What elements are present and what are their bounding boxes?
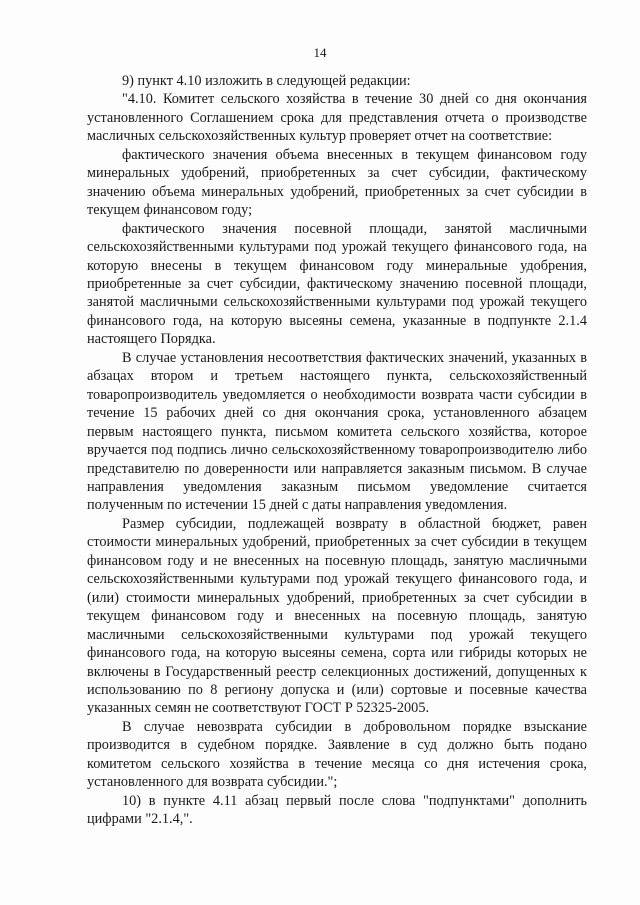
paragraph-refund-amount: Размер субсидии, подлежащей возврату в областной бюджет, равен стоимости минеральных удобрений, приобретенных за счет субсидии в текущем финансовом году и не внесенных на посевную площадь, занятую масличными сельскохозяйственными культурами под урожай текущего финансового года, и (или) стоимости минеральных удобрений, приобретенных за счет субсидии в текущем финансовом году и внесенных на посевную площадь, занятую масличными сельскохозяйственными культурами под урожай текущего финансового года, на которую высеяны семена, сорта или гибриды которых не включены в Государственный реестр селекционных достижений, допущенных к использованию по 8 региону допуска и (или) сортовые и посевные качества указанных семян не соответствуют ГОСТ Р 52325-2005. — [87, 515, 587, 717]
paragraph-item-9-heading: 9) пункт 4.10 изложить в следующей редакции: — [122, 73, 411, 89]
paragraph-court-recovery: В случае невозврата субсидии в добровольном порядке взыскание производится в судебном порядке. Заявление в суд должно быть подано комитетом сельского хозяйства в течение месяца со дня истечения срока, установленного для возврата субсидии."; — [87, 718, 587, 791]
paragraph-item-10: 10) в пункте 4.11 абзац первый после слова "подпунктами" дополнить цифрами "2.1.4,". — [87, 792, 587, 828]
page-number: 14 — [313, 45, 327, 60]
paragraph-fertilizer-volume: фактического значения объема внесенных в текущем финансовом году минеральных удобрений, приобретенных за счет субсидии, фактическому значению объема минеральных удобрений, приобретенных за счет субсидии в текущем финансовом году; — [87, 146, 587, 219]
paragraph-4-10-intro: "4.10. Комитет сельского хозяйства в течение 30 дней со дня окончания установленного Соглашением срока для представления отчета о производстве масличных сельскохозяйственных культур проверяет отчет на соответствие: — [87, 91, 587, 145]
paragraph-sown-area: фактического значения посевной площади, занятой масличными сельскохозяйственными культурами под урожай текущего финансового года, на которую внесены в текущем финансовом году минеральные удобрения, приобретенные за счет субсидии, фактическому значению посевной площади, занятой масличными сельскохозяйственными культурами под урожай текущего финансового года, на которую высеяны семена, указанные в подпункте 2.1.4 настоящего Порядка. — [87, 220, 587, 348]
paragraph-mismatch-notice: В случае установления несоответствия фактических значений, указанных в абзацах втором и третьем настоящего пункта, сельскохозяйственный товаропроизводитель уведомляется о необходимости возврата части субсидии в течение 15 рабочих дней со дня окончания срока, установленного абзацем первым настоящего пункта, письмом комитета сельского хозяйства, которое вручается под подпись лично сельскохозяйственному товаропроизводителю либо представителю по доверенности или направляется заказным письмом. В случае направления уведомления заказным письмом уведомление считается полученным по истечении 15 дней с даты направления уведомления. — [87, 349, 587, 514]
document-body — [87, 72, 587, 829]
